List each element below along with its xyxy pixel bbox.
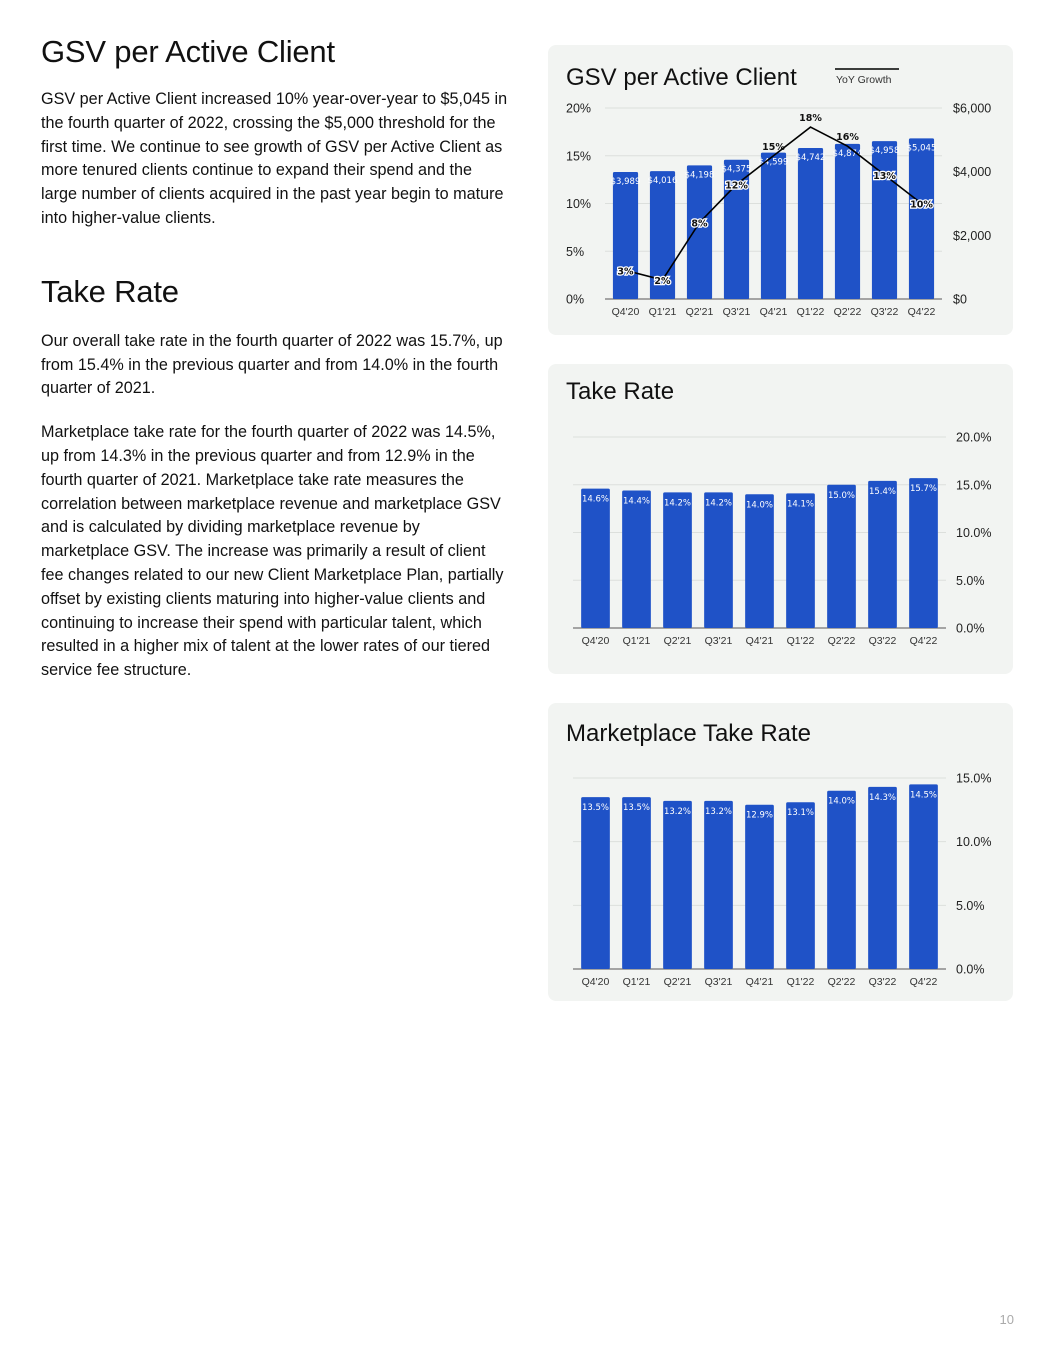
bar-value-label: 15.7%	[909, 484, 938, 495]
x-tick-label: Q1'21	[622, 635, 651, 647]
y-left-tick-label: 20%	[566, 101, 592, 116]
y-left-tick-label: 0%	[566, 292, 585, 307]
bar-value-label: $4,016	[647, 176, 678, 187]
x-tick-label: Q2'22	[827, 976, 856, 988]
bar-value-label: $4,742	[795, 153, 826, 164]
growth-point-label: 12%	[725, 180, 748, 192]
bar	[663, 492, 692, 628]
bar-value-label: 13.5%	[622, 803, 651, 814]
x-tick-label: Q2'21	[663, 635, 692, 647]
bar	[786, 493, 815, 628]
bar-value-label: 13.5%	[581, 803, 610, 814]
chart-title: Marketplace Take Rate	[566, 720, 812, 747]
bar-value-label: $5,045	[906, 143, 937, 154]
bar-value-label: $3,989	[610, 177, 641, 188]
bar	[581, 797, 610, 969]
gsv-chart-card	[548, 45, 1013, 335]
bar	[622, 490, 651, 628]
bar	[909, 138, 934, 299]
bar-value-label: 13.1%	[786, 808, 815, 819]
bar	[745, 805, 774, 969]
bar	[704, 492, 733, 628]
y-tick-label: 10.0%	[956, 526, 992, 540]
bar	[663, 801, 692, 969]
bar	[798, 148, 823, 299]
bar-value-label: 14.0%	[827, 796, 856, 807]
y-tick-label: 5.0%	[956, 573, 985, 588]
bar	[909, 478, 938, 628]
marketplace-take-rate-chart	[548, 703, 1013, 1001]
bar-value-label: 14.2%	[663, 498, 692, 509]
x-tick-label: Q2'21	[685, 306, 714, 318]
bar-value-label: $4,375	[721, 164, 752, 175]
bar	[761, 153, 786, 299]
y-left-tick-label: 10%	[566, 197, 592, 211]
y-tick-label: 0.0%	[956, 621, 985, 636]
x-tick-label: Q1'21	[648, 306, 677, 318]
bar	[622, 797, 651, 969]
x-tick-label: Q4'21	[759, 306, 788, 318]
bar-value-label: 13.2%	[704, 806, 733, 817]
growth-point-label: 10%	[910, 199, 933, 211]
x-tick-label: Q1'22	[786, 635, 815, 647]
y-tick-label: 20.0%	[956, 430, 992, 445]
x-tick-label: Q4'22	[909, 976, 938, 988]
growth-point-label: 16%	[836, 132, 859, 144]
growth-point-label: 15%	[762, 141, 785, 153]
bar-value-label: 12.9%	[745, 810, 774, 821]
bar	[909, 784, 938, 969]
bar	[745, 494, 774, 628]
x-tick-label: Q4'20	[581, 635, 610, 647]
growth-point-label: 18%	[799, 113, 822, 125]
growth-point-label: 2%	[654, 275, 671, 287]
x-tick-label: Q4'21	[745, 635, 774, 647]
x-tick-label: Q4'22	[907, 306, 936, 318]
bar-value-label: 13.2%	[663, 806, 692, 817]
chart-title: Take Rate	[566, 378, 675, 405]
x-tick-label: Q3'22	[868, 976, 897, 988]
y-left-tick-label: 5%	[566, 244, 585, 259]
page-number: 10	[999, 1312, 1014, 1327]
x-tick-label: Q1'22	[796, 306, 825, 318]
bar-value-label: $4,599	[758, 157, 789, 168]
bar	[835, 144, 860, 299]
x-tick-label: Q1'21	[622, 976, 651, 988]
x-tick-label: Q2'22	[833, 306, 862, 318]
bar-value-label: 14.6%	[581, 494, 610, 505]
x-tick-label: Q2'21	[663, 976, 692, 988]
bar-value-label: 14.3%	[868, 792, 897, 803]
growth-point-label: 8%	[691, 218, 708, 230]
bar	[872, 141, 897, 299]
marketplace-take-rate-chart-card	[548, 703, 1013, 1001]
y-tick-label: 5.0%	[956, 898, 985, 913]
growth-point-label: 13%	[873, 170, 896, 182]
take-rate-body-2: Marketplace take rate for the fourth quarter of 2022 was 14.5%, up from 14.3% in the previous quarter and from 12.9% in the fourth quarter of 2021. Marketplace take rate measures the correlation between marketplace revenue and marketplace GSV and is calculated by dividing marketplace revenue by marketplace GSV. The increase was primarily a result of client fee changes related to our new Client Marketplace Plan, partially offset by existing clients maturing into higher-value clients and continuing to increase their spend with particular talent, which resulted in a higher mix of talent at the lower rates of our tiered service fee structure.	[41, 423, 504, 680]
take-rate-body-1: Our overall take rate in the fourth quarter of 2022 was 15.7%, up from 15.4% in the previous quarter and from 14.0% in the fourth quarter of 2021.	[41, 331, 503, 398]
x-tick-label: Q4'20	[581, 976, 610, 988]
y-right-tick-label: $2,000	[953, 228, 992, 243]
gsv-section-title: GSV per Active Client	[41, 34, 335, 69]
y-tick-label: 0.0%	[956, 962, 985, 977]
bar	[786, 802, 815, 969]
x-tick-label: Q3'21	[722, 306, 751, 318]
bar-value-label: $4,874	[832, 148, 863, 159]
bar	[827, 791, 856, 969]
bar	[613, 172, 638, 299]
x-tick-label: Q2'22	[827, 635, 856, 647]
x-tick-label: Q1'22	[786, 976, 815, 988]
take-rate-section-title: Take Rate	[41, 273, 179, 309]
bar	[687, 165, 712, 299]
bar-value-label: 14.0%	[745, 500, 774, 511]
y-right-tick-label: $0	[953, 292, 967, 307]
y-left-tick-label: 15%	[566, 149, 592, 164]
x-tick-label: Q3'22	[870, 306, 899, 318]
take-rate-chart-card	[548, 364, 1013, 674]
bar-value-label: $4,958	[869, 146, 900, 157]
growth-point-label: 3%	[617, 266, 634, 278]
bar	[827, 485, 856, 628]
y-tick-label: 10.0%	[956, 835, 992, 850]
legend-label: YoY Growth	[836, 74, 892, 86]
x-tick-label: Q3'21	[704, 635, 733, 647]
take-rate-chart	[548, 364, 1013, 674]
x-tick-label: Q4'21	[745, 976, 774, 988]
bar-value-label: 14.2%	[704, 498, 733, 509]
bar-value-label: $4,198	[684, 170, 715, 181]
y-right-tick-label: $4,000	[953, 165, 992, 180]
bar	[704, 801, 733, 969]
bar-value-label: 14.4%	[622, 496, 651, 507]
gsv-section-body: GSV per Active Client increased 10% year-over-year to $5,045 in the fourth quarter of 2022, crossing the $5,000 threshold for the first time. We continue to see growth of GSV per Active Client as more tenured clients continue to expand their spend and the large number of clients acquired in the past year begin to mature into higher-value clients.	[41, 90, 508, 227]
chart-title: GSV per Active Client	[566, 64, 797, 91]
y-tick-label: 15.0%	[956, 478, 992, 493]
bar-value-label: 14.1%	[786, 499, 815, 510]
y-right-tick-label: $6,000	[953, 101, 992, 116]
bar	[868, 787, 897, 969]
x-tick-label: Q4'20	[611, 306, 640, 318]
bar	[868, 481, 897, 628]
x-tick-label: Q4'22	[909, 635, 938, 647]
x-tick-label: Q3'22	[868, 635, 897, 647]
bar-value-label: 14.5%	[909, 790, 938, 801]
gsv-per-active-client-chart	[548, 45, 1013, 335]
x-tick-label: Q3'21	[704, 976, 733, 988]
y-tick-label: 15.0%	[956, 771, 992, 786]
text-column	[41, 34, 511, 683]
bar-value-label: 15.4%	[868, 486, 897, 497]
bar	[581, 489, 610, 628]
bar-value-label: 15.0%	[827, 490, 856, 501]
